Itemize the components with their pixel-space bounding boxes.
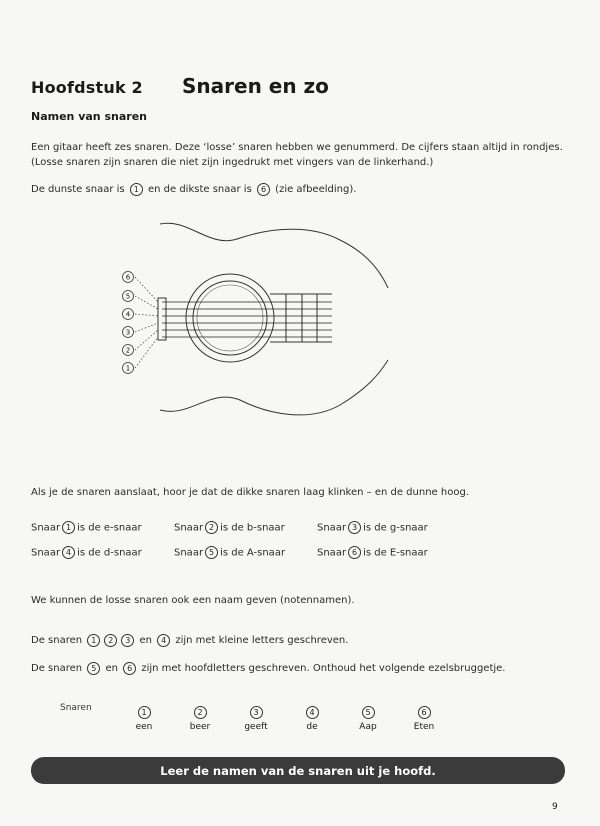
leader-line [135, 330, 158, 350]
string-number-circle: 3 [250, 706, 263, 719]
string-number-circle: 1 [130, 183, 143, 196]
instruction-banner-text: Leer de namen van de snaren uit je hoofd. [160, 763, 436, 778]
sound-sentence: Als je de snaren aanslaat, hoor je dat de dikke snaren laag klinken – en de dunne hoog. [31, 487, 469, 498]
mnemonic-item [292, 702, 332, 732]
page-number: 9 [552, 802, 558, 812]
string-number-circle: 2 [104, 634, 117, 647]
string-number-circle: 6 [348, 546, 361, 559]
string-number-circle: 3 [348, 521, 361, 534]
string-number: 3 [125, 328, 131, 337]
guitar-illustration [110, 210, 510, 460]
sentence-part: De dunste snaar is [31, 184, 125, 195]
guitar-body-lower-outline [160, 360, 388, 415]
string-number-circle: 6 [123, 662, 136, 675]
mnemonic-word: Eten [413, 722, 435, 732]
intro-paragraph [31, 140, 563, 170]
mnemonic-item [236, 702, 276, 732]
mnemonic-word: een [135, 722, 153, 732]
string-number: 2 [125, 346, 131, 355]
string-entry: Snaar 6 is de E-snaar [317, 547, 428, 559]
string-table-row [31, 521, 460, 534]
string-number-circle: 4 [62, 546, 75, 559]
mnemonic-word: beer [189, 722, 211, 732]
string-number-circle: 1 [62, 521, 75, 534]
guitar-bridge [158, 298, 166, 340]
small-letters-sentence: De snaren 1 2 3 en 4 zijn met kleine letters geschreven. [31, 635, 349, 646]
intro-line-2: (Losse snaren zijn snaren die niet zijn ingedrukt met vingers van de linkerhand.) [31, 157, 434, 168]
leader-line [135, 314, 158, 316]
chapter-title: Snaren en zo [182, 74, 329, 98]
instruction-banner [31, 757, 565, 784]
string-number: 4 [125, 310, 131, 319]
string-table [31, 521, 460, 559]
string-number-circle: 5 [205, 546, 218, 559]
leader-line [135, 323, 158, 332]
string-number-circle: 4 [306, 706, 319, 719]
string-table-row [31, 546, 460, 559]
string-number-circle: 6 [257, 183, 270, 196]
string-number-circle: 1 [138, 706, 151, 719]
sound-hole-ring [186, 274, 274, 362]
string-number-circle: 1 [87, 634, 100, 647]
string-entry: Snaar 1 is de e-snaar [31, 522, 142, 534]
mnemonic-word: Aap [359, 722, 377, 732]
mnemonic-row [60, 702, 480, 732]
guitar-body-upper-outline [160, 223, 388, 288]
sentence-part: (zie afbeelding). [275, 184, 357, 195]
mnemonic-label: Snaren [60, 703, 92, 713]
mnemonic-word: de [306, 722, 318, 732]
string-number-circle: 4 [157, 634, 170, 647]
string-entry: Snaar 3 is de g-snaar [317, 522, 428, 534]
leader-line [135, 337, 158, 368]
mnemonic-item [180, 702, 220, 732]
string-number: 1 [125, 364, 131, 373]
string-number: 6 [125, 273, 131, 282]
mnemonic-item [404, 702, 444, 732]
sound-hole-ring [193, 281, 267, 355]
string-number-circle: 2 [205, 521, 218, 534]
string-entry: Snaar 5 is de A-snaar [174, 547, 286, 559]
section-heading: Namen van snaren [31, 110, 147, 123]
note-names-sentence: We kunnen de losse snaren ook een naam geven (notennamen). [31, 595, 355, 606]
capital-letters-sentence: De snaren 5 en 6 zijn met hoofdletters geschreven. Onthoud het volgende ezelsbruggetje. [31, 663, 506, 674]
sound-hole [197, 285, 263, 351]
string-number-circle: 5 [87, 662, 100, 675]
string-number-circle: 6 [418, 706, 431, 719]
mnemonic-word: geeft [244, 722, 268, 732]
string-entry: Snaar 4 is de d-snaar [31, 547, 142, 559]
intro-line-1: Een gitaar heeft zes snaren. Deze ‘losse’ snaren hebben we genummerd. De cijfers staan altijd in rondjes. [31, 142, 563, 153]
mnemonic-item [124, 702, 164, 732]
string-number-circle: 2 [194, 706, 207, 719]
chapter-label: Hoofdstuk 2 [31, 78, 143, 97]
mnemonic-item [348, 702, 388, 732]
thinnest-thickest-sentence [31, 182, 356, 197]
string-number-circle: 5 [362, 706, 375, 719]
sentence-part: en de dikste snaar is [147, 184, 252, 195]
string-entry: Snaar 2 is de b-snaar [174, 522, 285, 534]
string-number: 5 [125, 292, 131, 301]
string-number-circle: 3 [121, 634, 134, 647]
